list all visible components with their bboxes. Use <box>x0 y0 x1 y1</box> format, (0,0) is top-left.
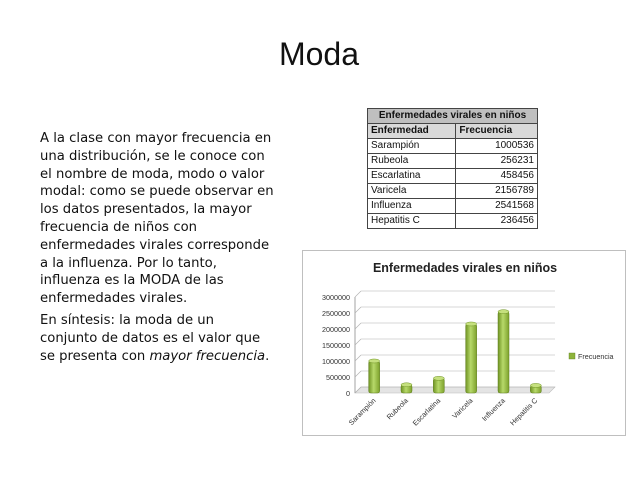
bar <box>498 312 509 393</box>
gridline-depth <box>355 323 361 329</box>
x-tick-label: Escarlatina <box>410 396 443 428</box>
table-cell-disease: Sarampión <box>368 139 456 154</box>
summary-emphasis: mayor frecuencia <box>149 348 266 364</box>
x-tick-label: Sarampión <box>346 396 378 427</box>
table-cell-disease: Hepatitis C <box>368 214 456 229</box>
table-cell-frequency: 1000536 <box>456 139 538 154</box>
slide-body <box>40 130 275 369</box>
slide-title: Moda <box>278 36 360 72</box>
table-cell-frequency: 236456 <box>456 214 538 229</box>
gridline-depth <box>355 291 361 297</box>
table-header-disease: Enfermedad <box>368 124 456 139</box>
legend-swatch <box>569 353 575 359</box>
y-tick-label: 3000000 <box>322 293 350 302</box>
gridline-depth <box>355 339 361 345</box>
legend-label: Frecuencia <box>578 352 614 361</box>
table-row <box>368 184 538 199</box>
chart-floor <box>355 387 555 393</box>
table-cell-frequency: 256231 <box>456 154 538 169</box>
table-row <box>368 154 538 169</box>
frequency-table <box>367 108 538 229</box>
y-tick-label: 1000000 <box>322 357 350 366</box>
y-tick-label: 2500000 <box>322 309 350 318</box>
chart-title: Enfermedades virales en niños <box>372 261 558 275</box>
table-cell-disease: Escarlatina <box>368 169 456 184</box>
summary-paragraph <box>40 312 275 365</box>
gridline-depth <box>355 307 361 313</box>
y-tick-label: 500000 <box>326 373 350 382</box>
table-cell-frequency: 2156789 <box>456 184 538 199</box>
bar-top <box>466 322 477 326</box>
y-tick-label: 1500000 <box>322 341 350 350</box>
gridline-depth <box>355 371 361 377</box>
table-cell-frequency: 2541568 <box>456 199 538 214</box>
table-header-frequency: Frecuencia <box>456 124 538 139</box>
summary-end: . <box>265 348 270 364</box>
bar-top <box>433 376 444 380</box>
bar-top <box>498 310 509 314</box>
x-tick-label: Rubeola <box>384 396 410 422</box>
bar <box>466 324 477 393</box>
table-row <box>368 214 538 229</box>
gridline-depth <box>355 355 361 361</box>
y-tick-label: 2000000 <box>322 325 350 334</box>
bar <box>369 361 380 393</box>
bar-top <box>401 383 412 387</box>
table-row <box>368 199 538 214</box>
x-tick-label: Varicela <box>450 396 475 421</box>
table-row <box>368 139 538 154</box>
table-cell-disease: Varicela <box>368 184 456 199</box>
table-row <box>368 169 538 184</box>
chart-canvas <box>303 251 625 435</box>
x-tick-label: Hepatitis C <box>508 396 540 428</box>
bar-top <box>530 383 541 387</box>
bar-chart <box>302 250 626 436</box>
bar-top <box>369 359 380 363</box>
table-cell-frequency: 458456 <box>456 169 538 184</box>
table-cell-disease: Influenza <box>368 199 456 214</box>
table-cell-disease: Rubeola <box>368 154 456 169</box>
x-tick-label: Influenza <box>479 396 507 424</box>
definition-paragraph: A la clase con mayor frecuencia en una distribución, se le conoce con el nombre de moda, modo o valor modal: como se puede observar en los datos presentados, la mayor frecuencia de niños con enfermedades virales corresponde a la influenza. Por lo tanto, influenza es la MODA de las enfermedades virales. <box>40 131 274 307</box>
summary-text: En síntesis: la moda de un conjunto de datos es el valor que se presenta con <box>40 312 261 364</box>
y-tick-label: 0 <box>346 389 350 398</box>
table-title: Enfermedades virales en niños <box>368 109 538 124</box>
